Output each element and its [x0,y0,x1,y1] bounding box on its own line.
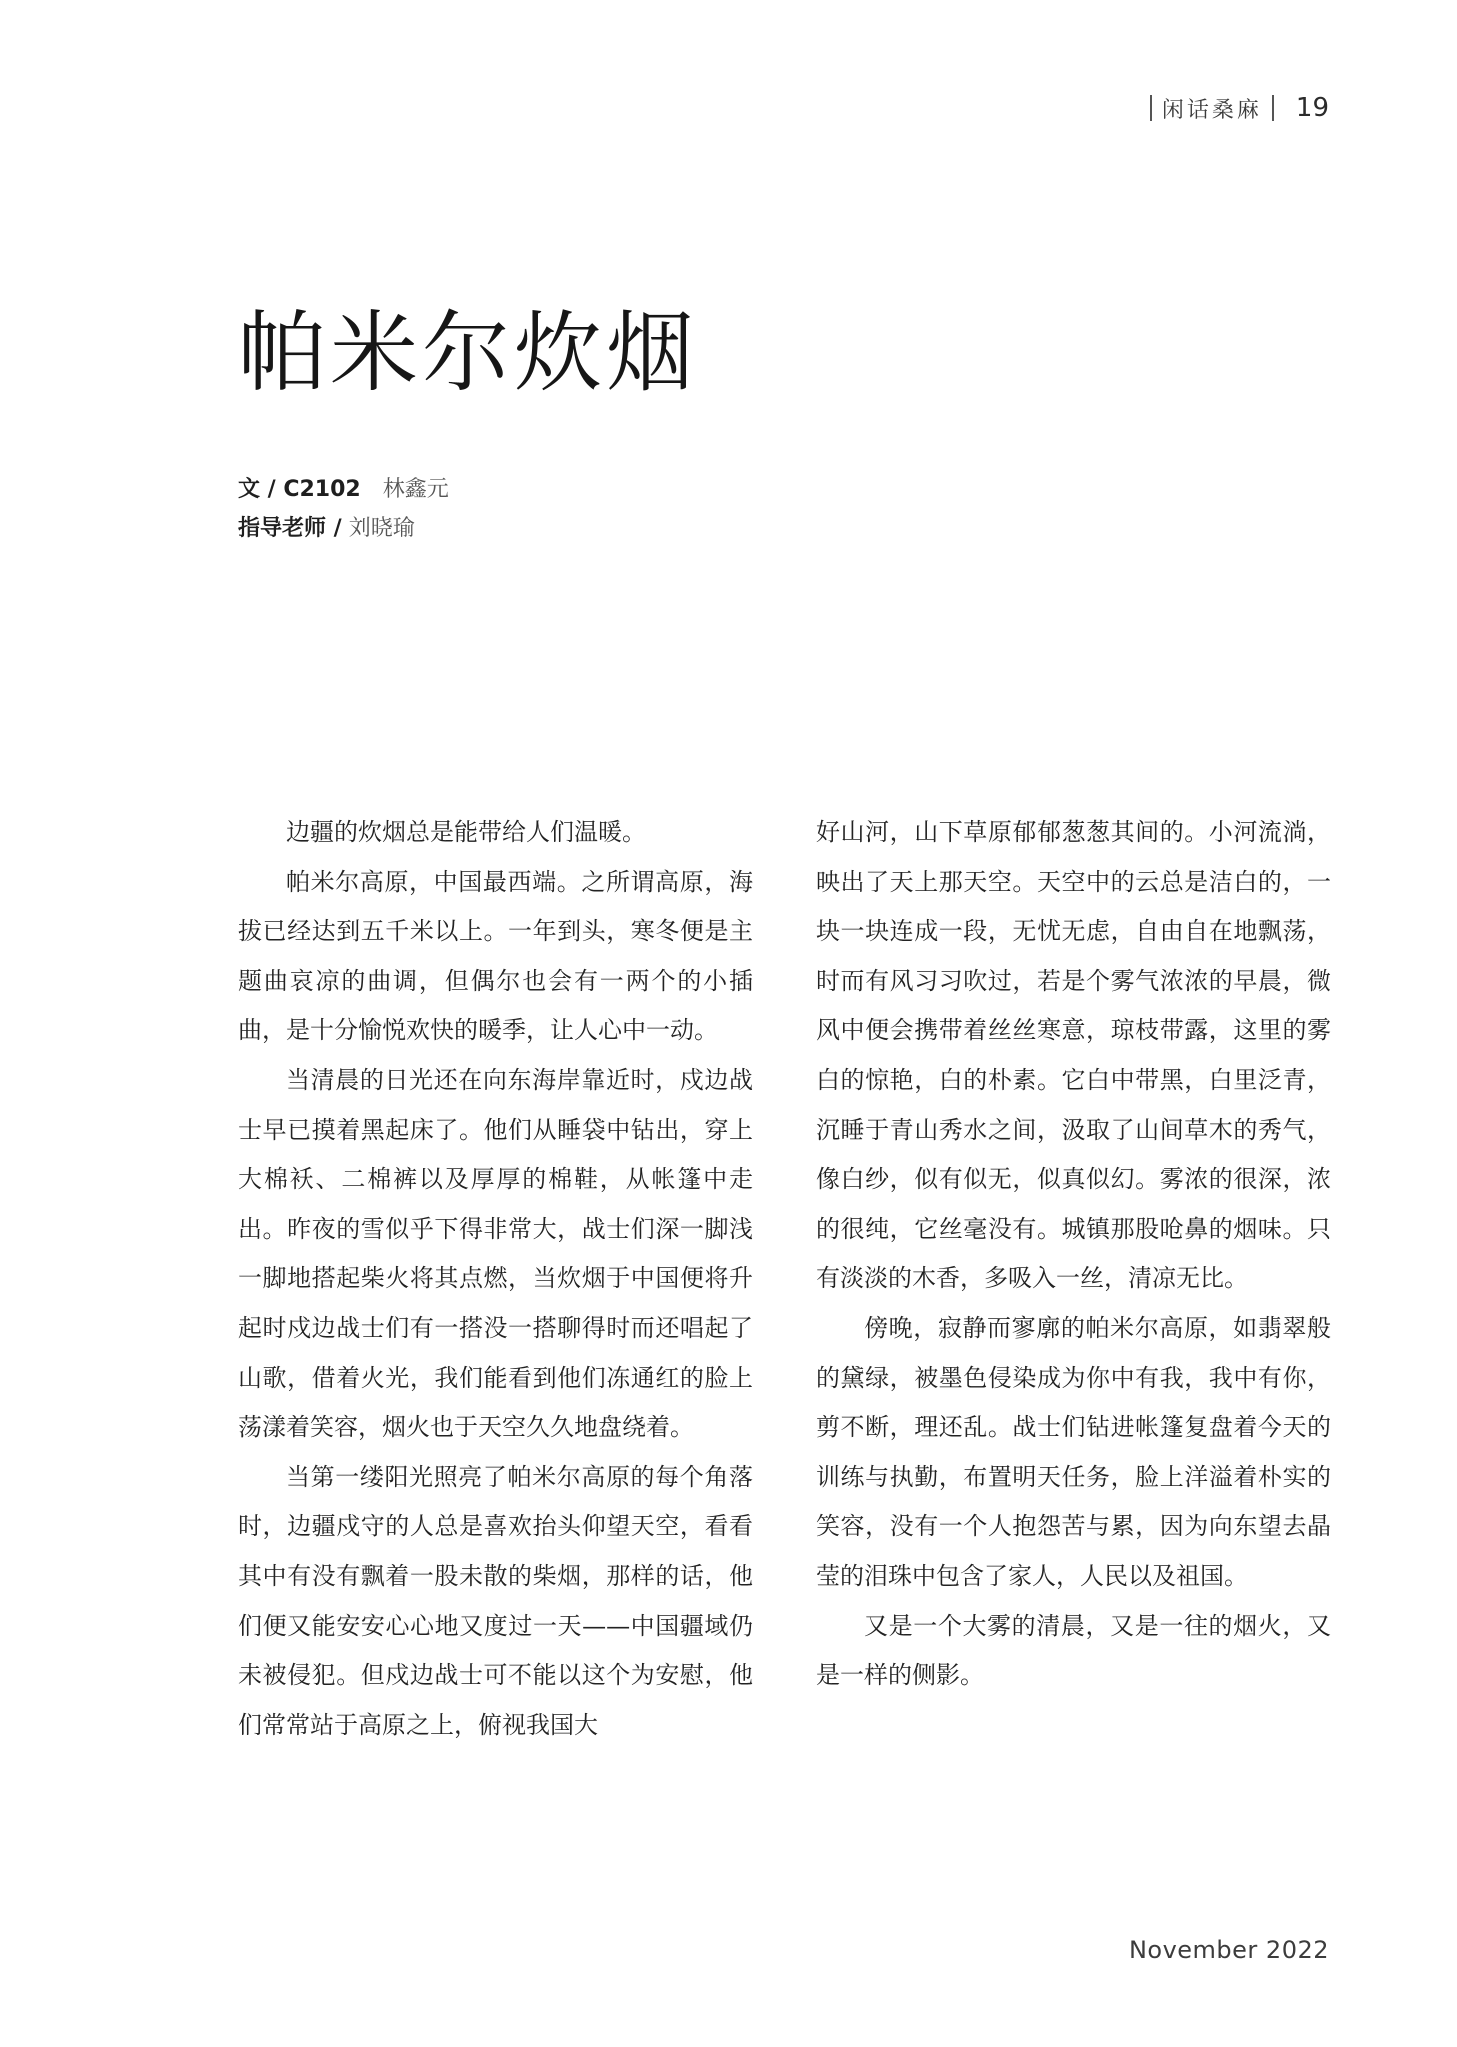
advisor-name: 刘晓瑜 [348,516,415,541]
author-name: 林鑫元 [382,477,449,502]
byline [238,470,449,548]
article-title: 帕米尔炊烟 [238,301,699,404]
advisor-line [238,509,449,548]
body-column-left [238,808,753,1750]
page-header [1150,88,1329,128]
advisor-label: 指导老师 / [238,516,342,541]
paragraph: 又是一个大雾的清晨，又是一往的烟火，又是一样的侧影。 [816,1611,1331,1690]
body-column-right [816,808,1331,1701]
header-divider-right [1272,95,1274,121]
paragraph: 边疆的炊烟总是能带给人们温暖。 [286,818,646,846]
section-name: 闲话桑麻 [1161,97,1262,123]
page-number: 19 [1295,93,1329,123]
paragraph: 当清晨的日光还在向东海岸靠近时，戍边战士早已摸着黑起床了。他们从睡袋中钻出，穿上大棉袄、二棉裤以及厚厚的棉鞋，从帐篷中走出。昨夜的雪似乎下得非常大，战士们深一脚浅一脚地搭起柴火将其点燃，当炊烟于中国便将升起时戍边战士们有一搭没一搭聊得时而还唱起了山歌，借着火光，我们能看到他们冻通红的脸上荡漾着笑容，烟火也于天空久久地盘绕着。 [238,1065,753,1442]
author-line [238,470,449,509]
paragraph: 傍晚，寂静而寥廓的帕米尔高原，如翡翠般的黛绿，被墨色侵染成为你中有我，我中有你，剪不断，理还乱。战士们钻进帐篷复盘着今天的训练与执勤，布置明天任务，脸上洋溢着朴实的笑容，没有一个人抱怨苦与累，因为向东望去晶莹的泪珠中包含了家人，人民以及祖国。 [816,1313,1331,1590]
paragraph: 好山河，山下草原郁郁葱葱其间的。小河流淌，映出了天上那天空。天空中的云总是洁白的，一块一块连成一段，无忧无虑，自由自在地飘荡，时而有风习习吹过，若是个雾气浓浓的早晨，微风中便会携带着丝丝寒意，琼枝带露，这里的雾白的惊艳，白的朴素。它白中带黑，白里泛青，沉睡于青山秀水之间，汲取了山间草木的秀气，像白纱，似有似无，似真似幻。雾浓的很深，浓的很纯，它丝毫没有。城镇那股呛鼻的烟味。只有淡淡的木香，多吸入一丝，清凉无比。 [816,818,1331,1293]
issue-date: November 2022 [1128,1936,1329,1964]
paragraph: 当第一缕阳光照亮了帕米尔高原的每个角落时，边疆戍守的人总是喜欢抬头仰望天空，看看其中有没有飘着一股未散的柴烟，那样的话，他们便又能安安心心地又度过一天——中国疆域仍未被侵犯。但戍边战士可不能以这个为安慰，他们常常站于高原之上，俯视我国大 [238,1462,753,1739]
paragraph: 帕米尔高原，中国最西端。之所谓高原，海拔已经达到五千米以上。一年到头，寒冬便是主题曲哀凉的曲调，但偶尔也会有一两个的小插曲，是十分愉悦欢快的暖季，让人心中一动。 [238,867,753,1045]
author-label: 文 / C2102 [238,477,361,502]
